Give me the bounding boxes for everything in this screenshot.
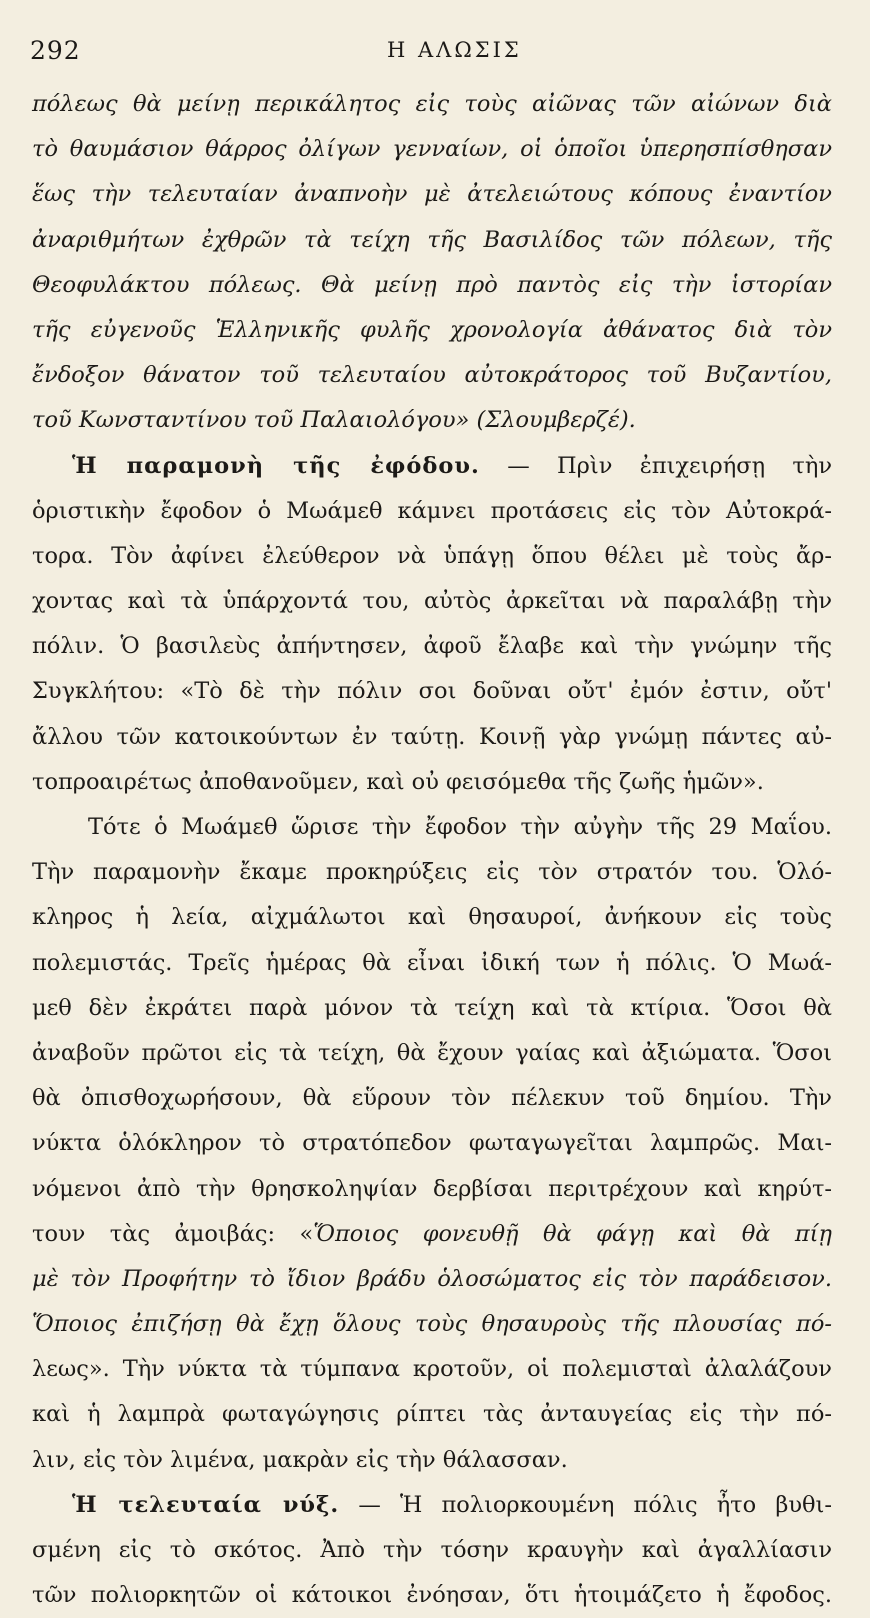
text-line	[32, 941, 832, 986]
text-line	[32, 1212, 832, 1257]
page-header	[30, 36, 836, 76]
text-line	[32, 1302, 832, 1347]
text-line	[32, 850, 832, 895]
line-text: — Πρὶν ἐπιχειρήσῃ τὴν	[479, 452, 833, 479]
body-text	[32, 82, 832, 1618]
text-line	[32, 218, 832, 263]
line-text: Τότε ὁ Μωάμεθ ὥρισε τὴν ἔφοδον τὴν αὐγὴν τῆς 29 Μαΐου.	[88, 814, 832, 840]
line-text: τοπροαιρέτως ἀποθανοῦμεν, καὶ οὐ φεισόμεθα τῆς ζωῆς ἡμῶν».	[32, 768, 764, 795]
line-text: ἕως τὴν τελευταίαν ἀναπνοὴν μὲ ἀτελειώτους κόπους ἐναντίον	[32, 181, 832, 208]
text-line	[32, 579, 832, 624]
text-line	[32, 1392, 832, 1437]
text-line	[32, 624, 832, 669]
text-line	[32, 398, 832, 443]
line-text: Τὴν παραμονὴν ἔκαμε προκηρύξεις εἰς τὸν στρατόν του. Ὁλό-	[32, 859, 832, 886]
text-line	[32, 1121, 832, 1166]
text-line	[32, 534, 832, 579]
text-line	[32, 669, 832, 714]
line-text: Ὅποιος φονευθῇ θὰ φάγῃ καὶ θὰ πίῃ	[313, 1220, 832, 1247]
line-text: μεθ δὲν ἐκράτει παρὰ μόνον τὰ τείχη καὶ τὰ κτίρια. Ὅσοι θὰ	[32, 994, 832, 1021]
line-text: ἀναριθμήτων ἐχθρῶν τὰ τείχη τῆς Βασιλίδος τῶν πόλεων, τῆς	[32, 226, 832, 253]
line-text: μὲ τὸν Προφήτην τὸ ἴδιον βράδυ ὁλοσώματος εἰς τὸν παράδεισον.	[32, 1265, 832, 1292]
page-number: 292	[30, 36, 81, 65]
line-text: Ὅποιος ἐπιζήσῃ θὰ ἔχῃ ὅλους τοὺς θησαυροὺς τῆς πλουσίας πό-	[32, 1311, 832, 1338]
line-text: καὶ ἡ λαμπρὰ φωταγώγησις ρίπτει τὰς ἀνταυγείας εἰς τὴν πό-	[32, 1401, 832, 1428]
text-line	[32, 805, 832, 850]
text-line	[32, 986, 832, 1031]
text-line	[32, 1167, 832, 1212]
line-prefix: τουν τὰς ἀμοιβάς: «	[32, 1220, 314, 1247]
line-text: τῆς εὐγενοῦς Ἑλληνικῆς φυλῆς χρονολογία ἀθάνατος διὰ τὸν	[32, 316, 832, 343]
text-line	[32, 263, 832, 308]
line-text: Θεοφυλάκτου πόλεως. Θὰ μείνῃ πρὸ παντὸς εἰς τὴν ἱστορίαν	[32, 271, 832, 298]
line-text: νύκτα ὁλόκληρον τὸ στρατόπεδον φωταγωγεῖται λαμπρῶς. Μαι-	[32, 1130, 832, 1157]
line-text: Συγκλήτου: «Τὸ δὲ τὴν πόλιν σοι δοῦναι οὔτ' ἐμόν ἐστιν, οὔτ'	[32, 678, 832, 705]
line-text: πολεμιστάς. Τρεῖς ἡμέρας θὰ εἶναι ἰδική των ἡ πόλις. Ὁ Μωά-	[32, 949, 832, 976]
text-line	[32, 1347, 832, 1392]
line-text: — Ἡ πολιορκουμένη πόλις ἦτο βυθι-	[339, 1491, 832, 1518]
text-line	[32, 895, 832, 940]
line-text: θὰ ὀπισθοχωρήσουν, θὰ εὕρουν τὸν πέλεκυν τοῦ δημίου. Τὴν	[32, 1085, 832, 1112]
text-line	[32, 1031, 832, 1076]
section-heading: Ἡ παραμονὴ τῆς ἐφόδου.	[72, 452, 480, 479]
text-line	[32, 1528, 832, 1573]
text-line	[32, 1573, 832, 1618]
text-line	[32, 1076, 832, 1121]
line-text: πόλιν. Ὁ βασιλεὺς ἀπήντησεν, ἀφοῦ ἔλαβε καὶ τὴν γνώμην τῆς	[32, 633, 832, 660]
line-text: λεως». Τὴν νύκτα τὰ τύμπανα κροτοῦν, οἱ πολεμισταὶ ἀλαλάζουν	[32, 1356, 832, 1383]
text-line	[32, 1257, 832, 1302]
text-line	[32, 127, 832, 172]
text-line	[32, 1483, 832, 1528]
line-text: χοντας καὶ τὰ ὑπάρχοντά του, αὐτὸς ἀρκεῖται νὰ παραλάβῃ τὴν	[32, 588, 832, 615]
line-text: τὸ θαυμάσιον θάρρος ὀλίγων γενναίων, οἱ ὁποῖοι ὑπερησπίσθησαν	[32, 136, 832, 163]
text-line	[32, 1438, 832, 1483]
line-text: τορα. Τὸν ἀφίνει ἐλεύθερον νὰ ὑπάγῃ ὅπου θέλει μὲ τοὺς ἄρ-	[32, 542, 832, 569]
line-text: πόλεως θὰ μείνῃ περικάλητος εἰς τοὺς αἰῶνας τῶν αἰώνων διὰ	[32, 91, 832, 117]
section-heading: Ἡ τελευταία νύξ.	[72, 1491, 340, 1518]
text-line	[32, 444, 832, 489]
line-text: ἀναβοῦν πρῶτοι εἰς τὰ τείχη, θὰ ἔχουν γαίας καὶ ἀξιώματα. Ὅσοι	[32, 1039, 832, 1066]
text-line	[32, 82, 832, 127]
text-line	[32, 715, 832, 760]
text-line	[32, 353, 832, 398]
line-text: τῶν πολιορκητῶν οἱ κάτοικοι ἐνόησαν, ὅτι ἡτοιμάζετο ἡ ἔφοδος.	[32, 1582, 832, 1609]
text-line	[32, 760, 832, 805]
line-text: ὁριστικὴν ἔφοδον ὁ Μωάμεθ κάμνει προτάσεις εἰς τὸν Αὐτοκρά-	[32, 497, 832, 524]
text-line	[32, 489, 832, 534]
line-text: νόμενοι ἀπὸ τὴν θρησκοληψίαν δερβίσαι περιτρέχουν καὶ κηρύτ-	[32, 1175, 832, 1202]
line-text: λιν, εἰς τὸν λιμένα, μακρὰν εἰς τὴν θάλασσαν.	[32, 1446, 568, 1473]
line-text: ἄλλου τῶν κατοικούντων ἐν ταύτῃ. Κοινῇ γὰρ γνώμῃ πάντες αὐ-	[32, 723, 832, 750]
text-line	[32, 172, 832, 217]
line-text: σμένη εἰς τὸ σκότος. Ἀπὸ τὴν τόσην κραυγὴν καὶ ἀγαλλίασιν	[32, 1537, 832, 1563]
line-text: ἔνδοξον θάνατον τοῦ τελευταίου αὐτοκράτορος τοῦ Βυζαντίου,	[32, 362, 832, 389]
text-line	[32, 308, 832, 353]
line-text: κληρος ἡ λεία, αἰχμάλωτοι καὶ θησαυροί, ἀνήκουν εἰς τοὺς	[32, 904, 832, 931]
line-text: τοῦ Κωνσταντίνου τοῦ Παλαιολόγου» (Σλουμβερζέ).	[32, 407, 636, 434]
running-title: Η ΑΛΩΣΙΣ	[387, 38, 522, 62]
